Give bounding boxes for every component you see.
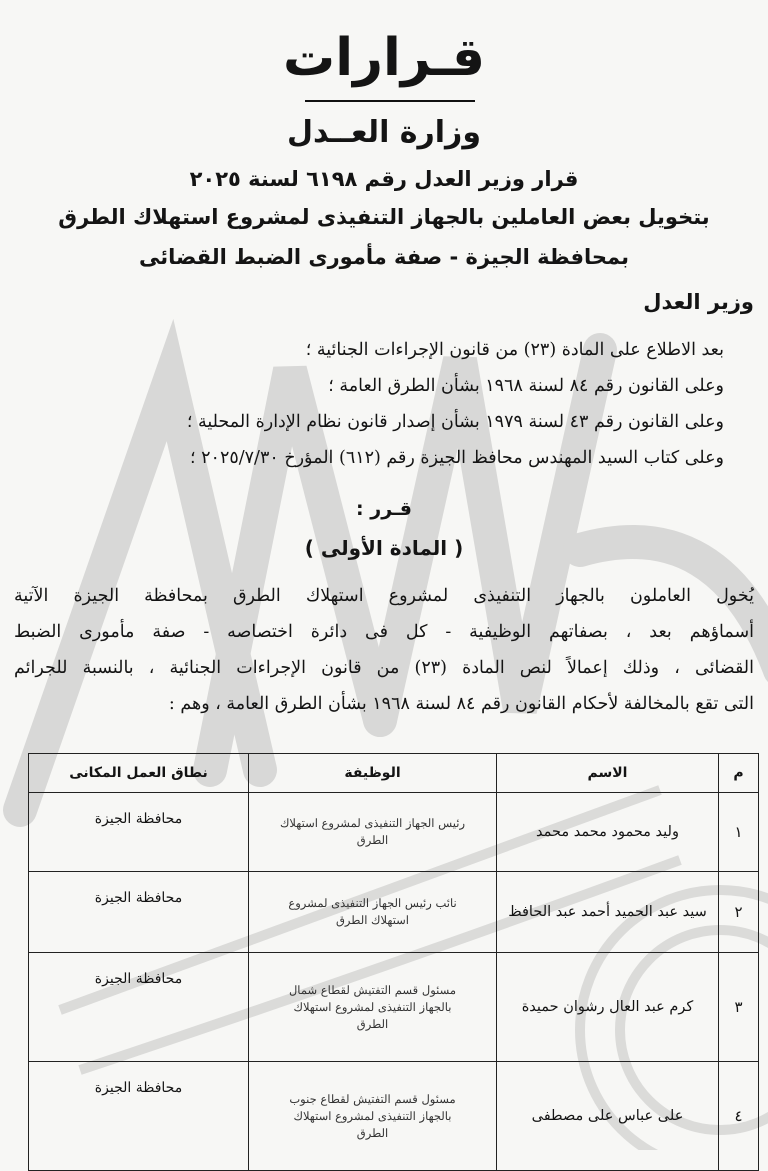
row-scope: محافظة الجيزة — [29, 953, 249, 1062]
row-job-line: الطرق — [356, 1016, 389, 1031]
row-scope: محافظة الجيزة — [29, 872, 249, 953]
row-job-line: بالجهاز التنفيذى لمشروع استهلاك — [293, 999, 452, 1014]
table-row — [29, 1062, 759, 1171]
row-job-line: مسئول قسم التفتيش لقطاع شمال — [288, 982, 457, 997]
table-row — [29, 872, 759, 953]
decided-heading: قـرر : — [356, 498, 412, 520]
header-scope: نطاق العمل المكانى — [29, 754, 249, 793]
decision-subject-line-2: بمحافظة الجيزة - صفة مأمورى الضبط القضائى — [138, 245, 630, 269]
row-job-line: بالجهاز التنفيذى لمشروع استهلاك — [293, 1108, 452, 1123]
row-name: على عباس على مصطفى — [497, 1062, 719, 1171]
row-job — [249, 1062, 497, 1171]
article-line: يُخول العاملون بالجهاز التنفيذى لمشروع استهلاك الطرق بمحافظة الجيزة الآتية — [14, 586, 754, 606]
decision-subject-line-1: بتخويل بعض العاملين بالجهاز التنفيذى لمشروع استهلاك الطرق — [58, 205, 710, 229]
header-job: الوظيفة — [249, 754, 497, 793]
preamble-line: وعلى كتاب السيد المهندس محافظ الجيزة رقم (٦١٢) المؤرخ ٢٠٢٥/٧/٣٠ ؛ — [190, 448, 724, 468]
decision-number: قرار وزير العدل رقم ٦١٩٨ لسنة ٢٠٢٥ — [189, 167, 579, 191]
row-job — [249, 872, 497, 953]
article-title: ( المادة الأولى ) — [304, 536, 464, 560]
row-num: ٣ — [719, 953, 759, 1062]
article-line: أسماؤهم بعد ، بصفاتهم الوظيفية - كل فى دائرة اختصاصه - صفة مأمورى الضبط — [14, 622, 754, 642]
ministry-heading: وزارة العــدل — [287, 115, 481, 150]
row-job-line: استهلاك الطرق — [336, 913, 409, 927]
row-job-line: رئيس الجهاز التنفيذى لمشروع استهلاك — [279, 816, 466, 830]
row-num: ١ — [719, 793, 759, 872]
table-row — [29, 793, 759, 872]
row-job-line: مسئول قسم التفتيش لقطاع جنوب — [289, 1091, 456, 1106]
article-line: القضائى ، وذلك إعمالاً لنص المادة (٢٣) من قانون الإجراءات الجنائية ، بالنسبة للجرائم — [14, 658, 754, 678]
preamble-line: وعلى القانون رقم ٤٣ لسنة ١٩٧٩ بشأن إصدار قانون نظام الإدارة المحلية ؛ — [186, 412, 724, 432]
row-scope: محافظة الجيزة — [29, 793, 249, 872]
row-num: ٤ — [719, 1062, 759, 1171]
row-name: وليد محمود محمد محمد — [497, 793, 719, 872]
personnel-table — [28, 753, 759, 1171]
table-header-row — [29, 754, 759, 793]
row-job — [249, 793, 497, 872]
article-body — [14, 578, 754, 722]
row-num: ٢ — [719, 872, 759, 953]
row-job-line: الطرق — [356, 833, 389, 847]
row-job — [249, 953, 497, 1062]
page-title: قـرارات — [282, 28, 485, 88]
row-name: كرم عبد العال رشوان حميدة — [497, 953, 719, 1062]
table-row — [29, 953, 759, 1062]
row-name: سيد عبد الحميد أحمد عبد الحافظ — [497, 872, 719, 953]
preamble-line: وعلى القانون رقم ٨٤ لسنة ١٩٦٨ بشأن الطرق العامة ؛ — [328, 376, 724, 396]
row-scope: محافظة الجيزة — [29, 1062, 249, 1171]
row-job-line: نائب رئيس الجهاز التنفيذى لمشروع — [288, 896, 457, 910]
preamble — [24, 332, 724, 476]
title-underline — [305, 100, 475, 102]
article-line: التى تقع بالمخالفة لأحكام القانون رقم ٨٤ لسنة ١٩٦٨ بشأن الطرق العامة ، وهم : — [168, 694, 754, 714]
header-num: م — [719, 754, 759, 793]
header-name: الاسم — [497, 754, 719, 793]
minister-label: وزير العدل — [643, 290, 754, 314]
row-job-line: الطرق — [356, 1125, 389, 1140]
preamble-line: بعد الاطلاع على المادة (٢٣) من قانون الإجراءات الجنائية ؛ — [305, 340, 724, 360]
